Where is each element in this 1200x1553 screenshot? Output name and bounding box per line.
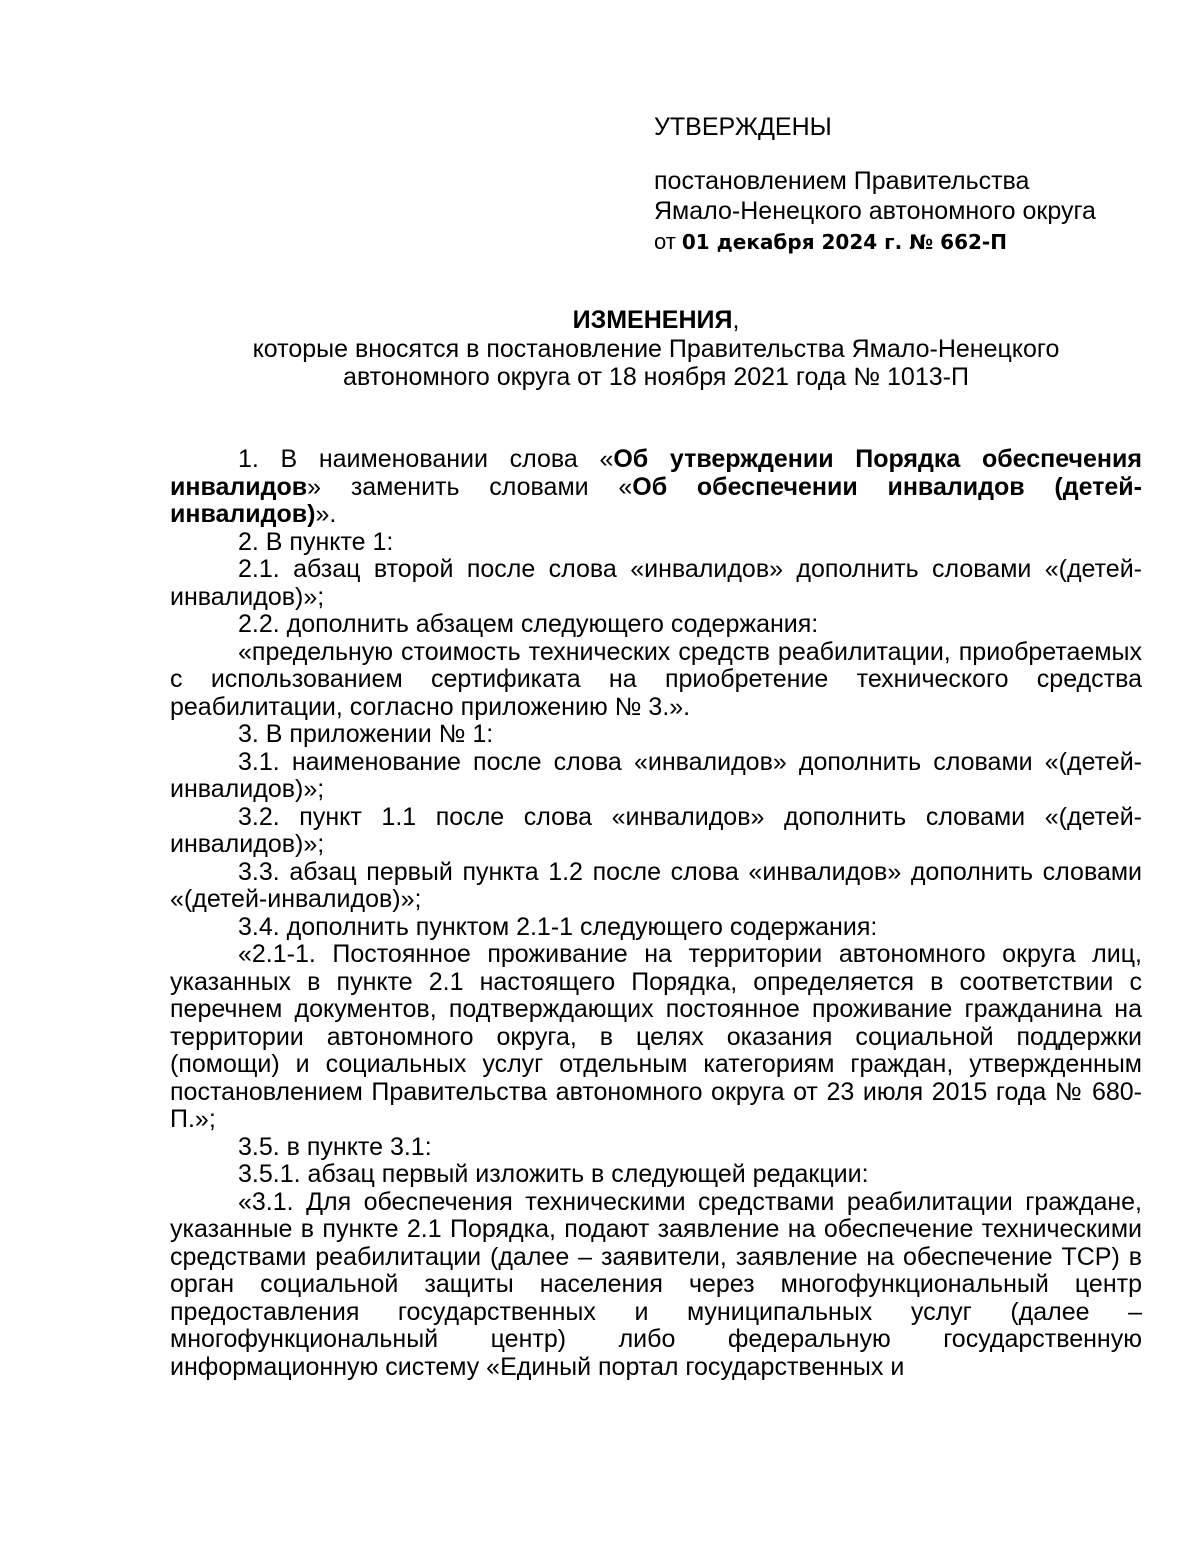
paragraph-3-4: 3.4. дополнить пунктом 2.1-1 следующего содержания: — [238, 912, 878, 941]
document-subtitle-line: которые вносятся в постановление Правительства Ямало-Ненецкого — [252, 335, 1060, 363]
paragraph-3-5-1: 3.5.1. абзац первый изложить в следующей редакции: — [238, 1160, 869, 1188]
approval-basis-line: Ямало-Ненецкого автономного округа — [654, 197, 1096, 225]
paragraph-3-2: 3.2. пункт 1.1 после слова «инвалидов» дополнить словами «(детей-инвалидов)»; — [170, 802, 1142, 858]
paragraph-1-bold-new-title: Об обеспечении инвалидов (детей-инвалидов) — [170, 472, 1142, 528]
paragraph-3-5: 3.5. в пункте 3.1: — [238, 1132, 432, 1161]
paragraph-2-2-quote: «предельную стоимость технических средств реабилитации, приобретаемых с использованием сертификата на приобретение технического средства реабилитации, согласно приложению № 3.». — [170, 637, 1142, 721]
paragraph-2-2: 2.2. дополнить абзацем следующего содержания: — [238, 610, 819, 638]
paragraph-2-1: 2.1. абзац второй после слова «инвалидов» дополнить словами «(детей-инвалидов)»; — [170, 555, 1142, 611]
document-title-block — [170, 305, 1142, 391]
approval-stamp: УТВЕРЖДЕНЫ — [654, 113, 832, 141]
paragraph-3: 3. В приложении № 1: — [238, 720, 494, 748]
document-title-comma: , — [732, 306, 740, 334]
paragraph-3-3: 3.3. абзац первый пункта 1.2 после слова «инвалидов» дополнить словами «(детей-инвалидов)»; — [170, 857, 1142, 913]
document-title-heading: ИЗМЕНЕНИЯ — [572, 306, 733, 334]
paragraph-2: 2. В пункте 1: — [238, 527, 394, 556]
approval-basis-line: постановлением Правительства — [654, 167, 1030, 195]
approval-date-prefix: от — [654, 229, 676, 254]
approval-date-line — [654, 226, 1174, 257]
document-title — [170, 305, 1142, 335]
approval-basis — [654, 166, 1174, 257]
paragraph-1-text: 1. В наименовании слова « — [238, 445, 614, 473]
paragraph-3-1: 3.1. наименование после слова «инвалидов» дополнить словами «(детей-инвалидов)»; — [170, 747, 1142, 803]
paragraph-3-5-1-quote: «3.1. Для обеспечения техническими средствами реабилитации граждане, указанные в пункте 2.1 Порядка, подают заявление на обеспечение техническими средствами реабилитации (далее – заявители, заявление на обеспечение ТСР) в орган социальной защиты населения через многофункциональный центр предоставления государственных и муниципальных услуг (далее – многофункциональный центр) либо федеральную государственную информационную систему «Единый портал государственных и — [170, 1187, 1142, 1381]
document-subtitle-line: автономного округа от 18 ноября 2021 года № 1013-П — [343, 363, 969, 391]
paragraph-3-4-quote: «2.1-1. Постоянное проживание на территории автономного округа лиц, указанных в пункте 2.1 настоящего Порядка, определяется в соответствии с перечнем документов, подтверждающих постоянное проживание гражданина на территории автономного округа, в целях оказания социальной поддержки (помощи) и социальных услуг отдельным категориям граждан, утвержденным постановлением Правительства автономного округа от 23 июля 2015 года № 680-П.»; — [170, 940, 1142, 1133]
document-body — [170, 446, 1142, 1381]
paragraph-1-text: ». — [315, 500, 337, 528]
approval-date-value: 01 декабря 2024 г. № 662-П — [681, 230, 1007, 254]
approval-block — [654, 112, 1174, 257]
paragraph-1-text: » заменить словами « — [307, 472, 633, 501]
paragraph-1 — [170, 446, 1142, 529]
paragraph-1-bold-old-title: Об утверждении Порядка обеспечения инвалидов — [170, 445, 1142, 501]
